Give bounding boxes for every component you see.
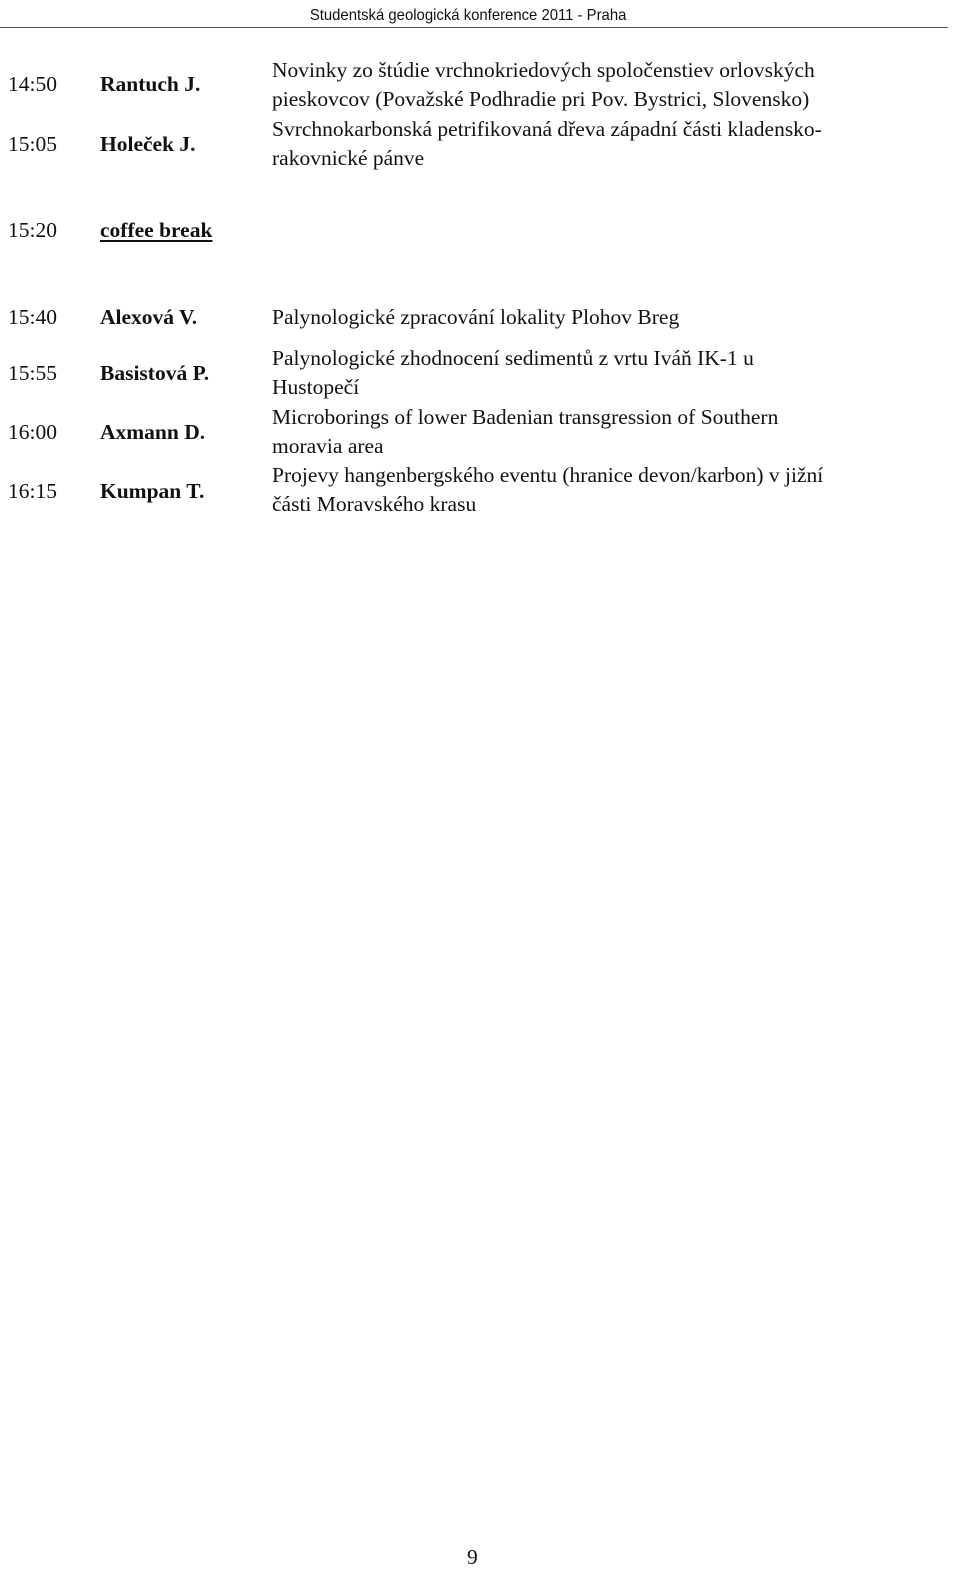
talk-title [272, 461, 944, 519]
talk-time: 16:00 [8, 420, 57, 444]
talk-time: 15:05 [8, 132, 57, 156]
talk-speaker: Axmann D. [100, 420, 206, 444]
talk-time: 16:15 [8, 479, 57, 503]
talk-title-line: Palynologické zhodnocení sedimentů z vrtu Iváň IK-1 u [272, 346, 754, 370]
talk-time: 15:40 [8, 305, 57, 329]
talk-title [272, 303, 944, 332]
talk-title-line: Hustopečí [272, 375, 360, 399]
talk-time: 14:50 [8, 72, 57, 96]
talk-title-line: části Moravského krasu [272, 492, 477, 516]
conference-title: Studentská geologická konference 2011 - Praha [309, 7, 626, 24]
page-number: 9 [467, 1545, 478, 1569]
talk-title-line: pieskovcov (Považské Podhradie pri Pov. Bystrici, Slovensko) [272, 87, 810, 111]
talk-speaker: Kumpan T. [100, 479, 205, 503]
talk-title-line: rakovnické pánve [272, 146, 425, 170]
talk-title [272, 56, 944, 114]
talk-title [272, 344, 944, 402]
talk-speaker: Holeček J. [100, 132, 196, 156]
break-time: 15:20 [8, 218, 57, 242]
talk-title-line: Novinky zo štúdie vrchnokriedových spoločenstiev orlovských [272, 58, 815, 82]
talk-speaker: Basistová P. [100, 361, 210, 385]
coffee-break-label: coffee break [100, 218, 213, 242]
talk-title-line: Svrchnokarbonská petrifikovaná dřeva západní části kladensko- [272, 117, 822, 141]
talk-time: 15:55 [8, 361, 57, 385]
talk-title-line: moravia area [272, 434, 384, 458]
talk-title [272, 403, 944, 461]
talk-title-line: Palynologické zpracování lokality Plohov Breg [272, 305, 680, 329]
page-header [0, 0, 948, 28]
talk-speaker: Alexová V. [100, 305, 198, 329]
talk-title-line: Microborings of lower Badenian transgression of Southern [272, 405, 779, 429]
talk-title [272, 115, 944, 173]
talk-speaker: Rantuch J. [100, 72, 201, 96]
talk-title-line: Projevy hangenbergského eventu (hranice devon/karbon) v jižní [272, 463, 824, 487]
